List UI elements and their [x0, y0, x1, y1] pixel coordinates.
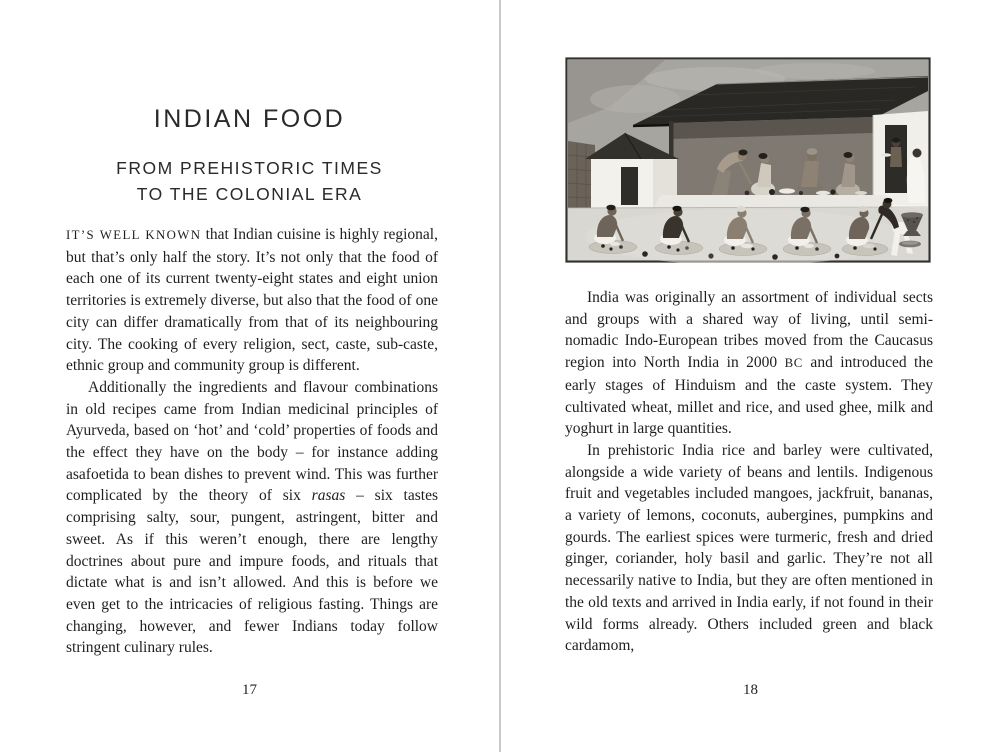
paragraph-text: India was originally an assortment of individual sects and groups with a shared way of living, until semi-nomadic Indo-European tribes moved from the Caucasus region into North India in 2000 [565, 289, 933, 372]
paragraph [66, 377, 438, 659]
italic-term: rasas [311, 487, 346, 505]
page-left [0, 0, 499, 752]
left-body-text [66, 224, 438, 659]
chapter-subtitle [0, 155, 499, 207]
paragraph-text: – six tastes comprising salty, sour, pungent, astringent, bitter and sweet. As if this weren’t enough, there are lengthy doctrines about pure and impure foods, and rituals that dictate what is and isn’t allowed. And this is before we even get to the intricacies of religious fasting. Things are changing, however, and fewer Indians today follow stringent culinary rules. [66, 487, 438, 657]
paragraph-text: and introduced the early stages of Hinduism and the caste system. They cultivated wheat, millet and rice, and used ghee, milk and yoghurt in large quantities. [565, 354, 933, 438]
illustration-painting [565, 57, 931, 263]
bc-small-caps: BC [784, 356, 803, 371]
page-number-right: 18 [743, 682, 758, 698]
left-brick-wall [568, 141, 595, 211]
illustration-svg [565, 57, 931, 263]
page-title: INDIAN FOOD [153, 105, 346, 133]
paragraph-text: Additionally the ingredients and flavour combinations in old recipes came from Indian medicinal principles of Ayurveda, based on ‘hot’ and ‘cold’ properties of foods and the effect they have on the body – for instance adding asafoetida to bean dishes to prevent wind. This was further complicated by the theory of six [66, 378, 438, 505]
paragraph: In prehistoric India rice and barley were cultivated, alongside a wide variety of beans and lentils. Indigenous fruit and vegetables included mangoes, jackfruit, bananas, a variety of lemons, coconuts, aubergines, pumpkins and gourds. The earliest spices were turmeric, fresh and dried ginger, coriander, holy basil and garlic. They’re not all necessarily native to India, but they are often mentioned in the old texts and arrived in India early, if not found in their wild forms already. Others included green and black cardamom, [565, 441, 933, 655]
subtitle-line-2: TO THE COLONIAL ERA [136, 184, 363, 204]
paragraph [66, 224, 438, 377]
page-number-left: 17 [242, 682, 257, 698]
right-body-text [565, 287, 933, 657]
right-wall-and-doorway [873, 111, 928, 205]
page-right [501, 0, 1000, 752]
paragraph [565, 287, 933, 440]
paragraph-text: that Indian cuisine is highly regional, but that’s only half the story. It’s not only that the food of each one of its current twenty-eight states and eight union territories is extremely diverse, but also that the food of one city can differ dramatically from that of its neighbouring city. The cooking of every religion, sect, caste, sub-caste, ethnic group and community group is different. [66, 226, 438, 375]
subtitle-line-1: FROM PREHISTORIC TIMES [116, 158, 383, 178]
lead-in-small-caps: IT’S WELL KNOWN [66, 228, 202, 242]
